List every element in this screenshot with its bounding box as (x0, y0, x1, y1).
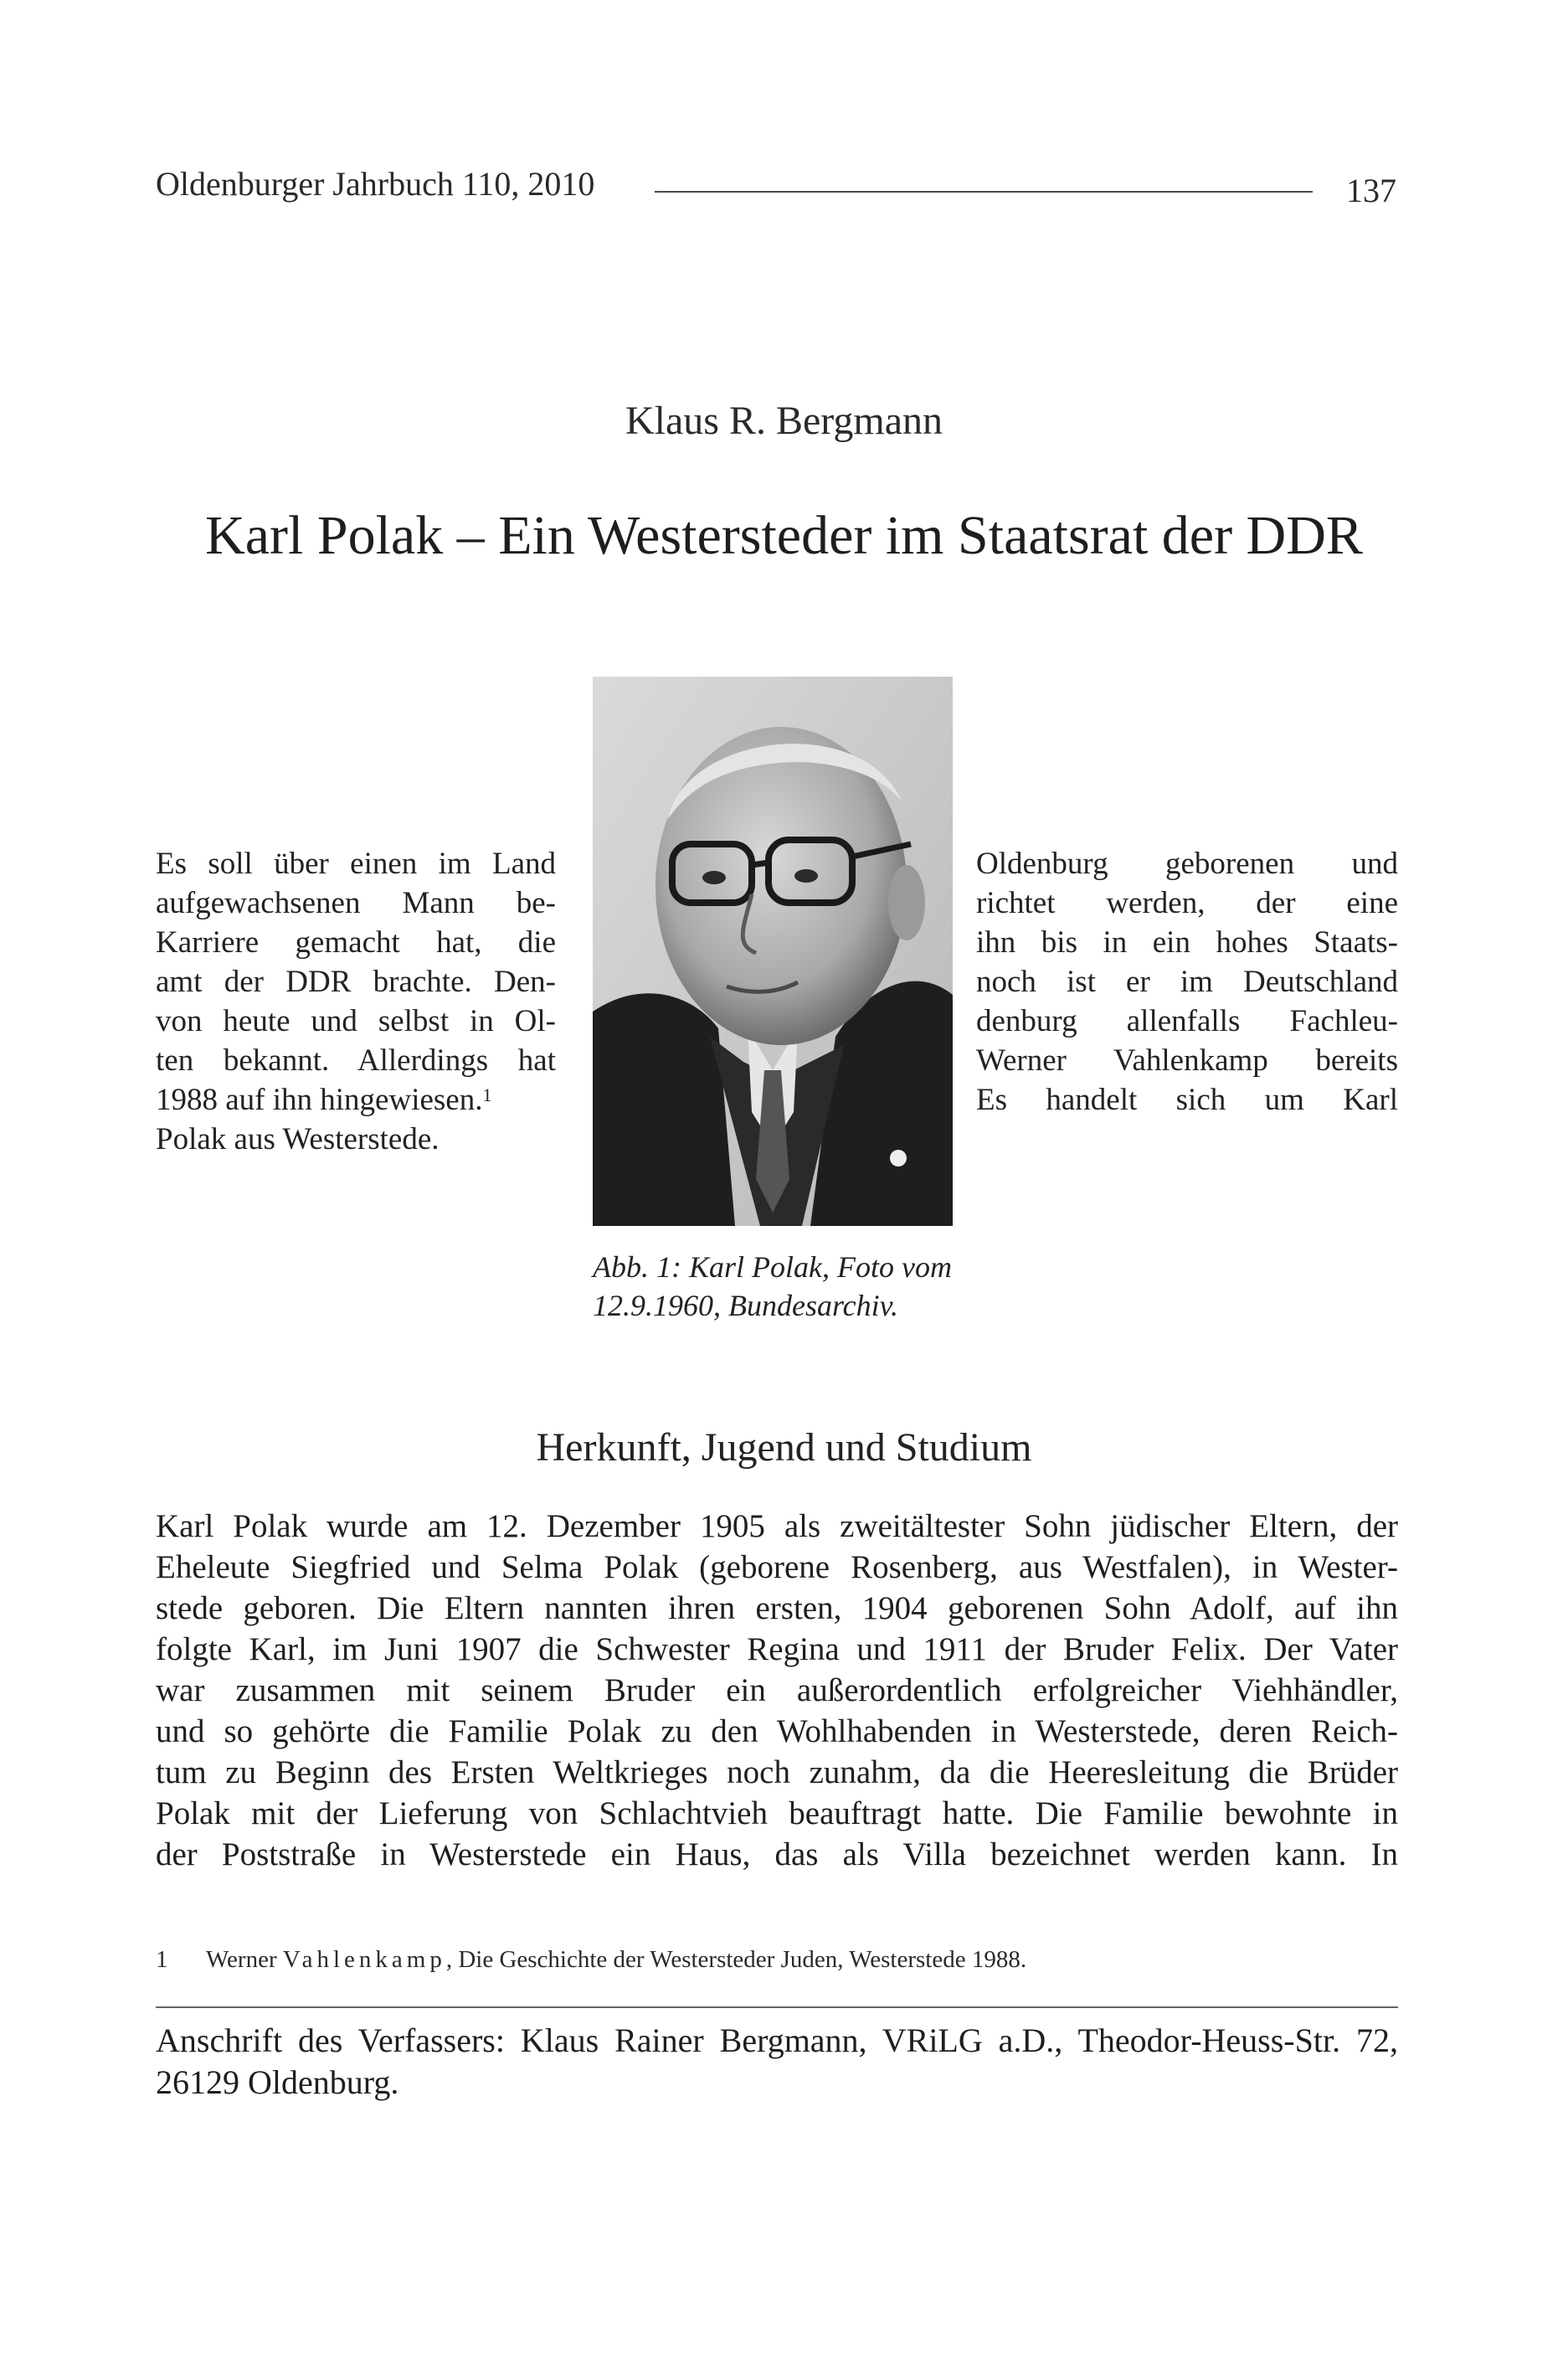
footnote-author-surname: Vahlenkamp (282, 1946, 446, 1973)
figure-caption (593, 1248, 995, 1325)
footnote-number: 1 (156, 1946, 168, 1973)
body-line: folgte Karl, im Juni 1907 die Schwester Regina und 1911 der Bruder Felix. Der Vater (156, 1631, 1398, 1667)
intro-left-line: von heute und selbst in Ol- (156, 1004, 556, 1038)
intro-left-line: aufgewachsenen Mann be- (156, 886, 556, 920)
address-rule (156, 2006, 1398, 2008)
body-line: tum zu Beginn des Ersten Weltkrieges noch zunahm, da die Heeresleitung die Brüder (156, 1754, 1398, 1790)
intro-right-line: richtet werden, der eine (976, 886, 1398, 920)
running-header-journal: Oldenburger Jahrbuch 110, 2010 (156, 165, 595, 203)
header-rule (655, 191, 1313, 193)
intro-right-line: ihn bis in ein hohes Staats- (976, 925, 1398, 960)
intro-right-column (976, 844, 1398, 1120)
section-body (156, 1506, 1398, 1875)
portrait-photo (593, 677, 953, 1226)
intro-left-line: ten bekannt. Allerdings hat (156, 1043, 556, 1078)
address-line: 26129 Oldenburg. (156, 2063, 399, 2101)
figure-caption-line: Abb. 1: Karl Polak, Foto vom (593, 1250, 952, 1284)
intro-left-column (156, 844, 556, 1159)
intro-left-line: Polak aus Westerstede. (156, 1122, 440, 1156)
body-line: Eheleute Siegfried und Selma Polak (geborene Rosenberg, aus Westfalen), in Wester- (156, 1549, 1398, 1585)
intro-left-line-with-footnote (156, 1080, 556, 1120)
section-heading: Herkunft, Jugend und Studium (536, 1425, 1032, 1470)
intro-right-line: Werner Vahlenkamp bereits (976, 1043, 1398, 1078)
intro-left-line: amt der DDR brachte. Den- (156, 965, 556, 999)
body-line: der Poststraße in Westerstede ein Haus, das als Villa bezeichnet werden kann. In (156, 1836, 1398, 1872)
footnote-text: , Die Geschichte der Westersteder Juden, Westerstede 1988. (445, 1946, 1027, 1973)
body-line: Polak mit der Lieferung von Schlachtvieh beauftragt hatte. Die Familie bewohnte in (156, 1795, 1398, 1831)
footnote-author-name: Werner (206, 1946, 277, 1973)
intro-right-line: Es handelt sich um Karl (976, 1083, 1398, 1117)
intro-right-line: Oldenburg geborenen und (976, 847, 1398, 881)
intro-right-line: noch ist er im Deutschland (976, 965, 1398, 999)
footnote-mark: 1 (482, 1084, 492, 1105)
article-author: Klaus R. Bergmann (625, 399, 943, 443)
body-line: war zusammen mit seinem Bruder ein außerordentlich erfolgreicher Viehhändler, (156, 1672, 1398, 1708)
intro-left-line: Karriere gemacht hat, die (156, 925, 556, 960)
body-line: stede geboren. Die Eltern nannten ihren ersten, 1904 geborenen Sohn Adolf, auf ihn (156, 1590, 1398, 1626)
intro-right-line: denburg allenfalls Fachleu- (976, 1004, 1398, 1038)
body-line: Karl Polak wurde am 12. Dezember 1905 als zweitältester Sohn jüdischer Eltern, der (156, 1508, 1398, 1544)
figure-caption-line: 12.9.1960, Bundesarchiv. (593, 1289, 898, 1322)
body-line: und so gehörte die Familie Polak zu den Wohlhabenden in Westerstede, deren Reich- (156, 1713, 1398, 1749)
intro-left-line: Es soll über einen im Land (156, 847, 556, 881)
address-line: Anschrift des Verfassers: Klaus Rainer Bergmann, VRiLG a.D., Theodor-Heuss-Str. 72, (156, 2022, 1398, 2059)
article-title: Karl Polak – Ein Westersteder im Staatsrat der DDR (205, 505, 1363, 566)
page-number: 137 (1346, 172, 1396, 209)
footnote (156, 1944, 1026, 1975)
author-address (156, 2020, 1398, 2104)
intro-left-line: 1988 auf ihn hingewiesen. (156, 1083, 483, 1117)
